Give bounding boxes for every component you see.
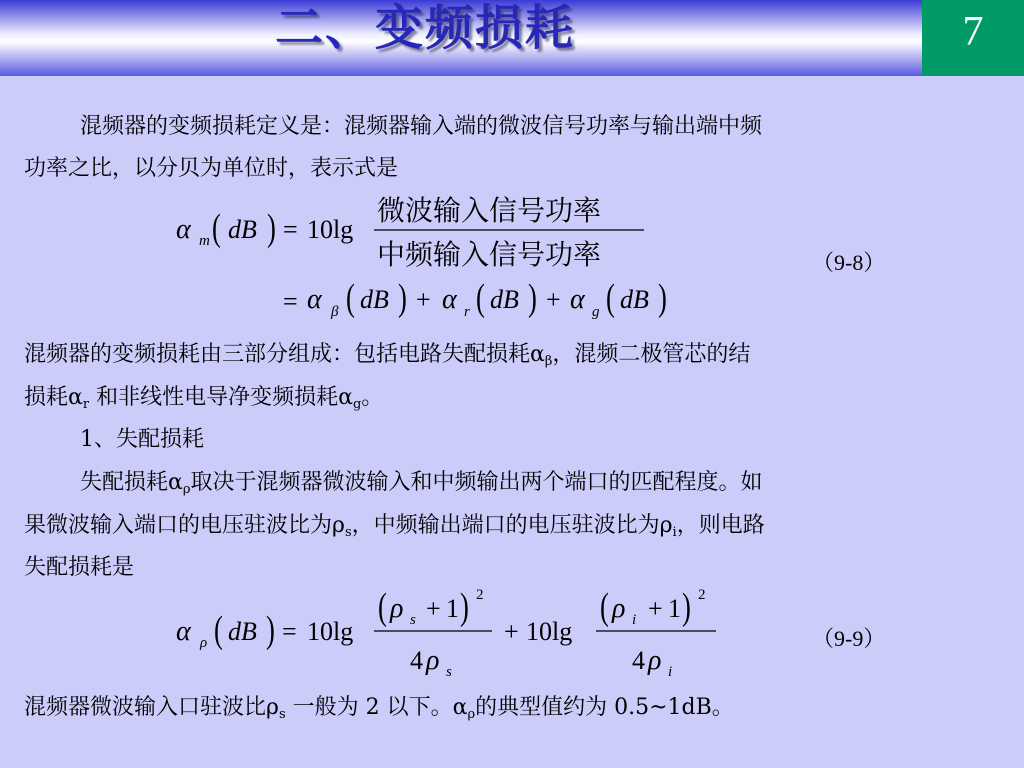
eq98-line2-equals: =	[283, 287, 298, 316]
eq99-equals: =	[282, 617, 297, 646]
svg-text:4: 4	[632, 646, 645, 675]
paragraph-2-line-2: 损耗$\alpha_r$ 和非线性电导净变频损耗$\alpha_g$。	[24, 385, 384, 412]
svg-text:s: s	[410, 612, 416, 628]
paragraph-4: 混频器微波输入口驻波比$\rho_s$ 一般为 2 以下。$\alpha_\rho$的典型值约为 0.5~1dB。	[24, 695, 734, 722]
svg-text:(: (	[214, 609, 223, 652]
eq98-plus-1: +	[416, 285, 431, 314]
svg-text:): )	[266, 609, 275, 652]
svg-text:): )	[528, 277, 537, 320]
eq99-plus: +	[504, 617, 519, 646]
svg-text:): )	[658, 277, 667, 320]
title-bar	[0, 0, 1024, 76]
equation-9-9-label: （9-9）	[812, 626, 886, 651]
svg-text:+: +	[648, 594, 663, 623]
eq98-alpha-g: α	[570, 284, 585, 315]
eq98-sub-m: m	[199, 233, 210, 249]
eq98-alpha: α	[176, 214, 191, 245]
section-heading: 1、失配损耗	[80, 427, 204, 452]
eq99-coefficient-2: 10lg	[526, 617, 573, 646]
eq98-alpha-r: α	[442, 284, 457, 315]
svg-text:(: (	[346, 277, 355, 320]
page-number-box	[922, 0, 1024, 76]
page-number: 7	[962, 9, 984, 55]
paragraph-3-line-2: 果微波输入端口的电压驻波比为$\rho_s$，中频输出端口的电压驻波比为$\rho_i$，则电路	[24, 513, 765, 540]
svg-text:(: (	[600, 586, 609, 629]
eq98-sub-g: g	[592, 304, 600, 320]
svg-text:1: 1	[446, 594, 459, 623]
svg-text:(: (	[606, 277, 615, 320]
svg-text:): )	[682, 586, 691, 629]
svg-text:): )	[398, 277, 407, 320]
eq99-alpha: α	[176, 616, 191, 647]
paragraph-1-line-1: 混频器的变频损耗定义是：混频器输入端的微波信号功率与输出端中频	[80, 114, 763, 139]
eq98-unit: dB	[228, 215, 257, 244]
svg-text:2: 2	[476, 587, 484, 603]
svg-text:(: (	[378, 586, 387, 629]
paragraph-2-line-1: 混频器的变频损耗由三部分组成：包括电路失配损耗$\alpha_\beta$，混频二极管芯的结	[24, 342, 751, 369]
equation-9-9	[170, 585, 730, 680]
eq98-rparen: )	[267, 207, 276, 250]
eq99-rho-s-num: ρ	[390, 593, 404, 624]
eq98-alpha-beta: α	[307, 284, 322, 315]
eq99-rho-i-num: ρ	[612, 593, 626, 624]
eq98-lparen: (	[212, 207, 221, 250]
eq98-denominator: 中频输入信号功率	[377, 240, 602, 271]
equation-9-8	[170, 190, 690, 320]
slide-title: 二、变频损耗	[275, 0, 576, 56]
paragraph-3-line-3: 失配损耗是	[24, 555, 135, 580]
svg-text:dB: dB	[620, 285, 649, 314]
eq98-sub-beta: β	[331, 304, 339, 320]
eq99-unit: dB	[228, 617, 257, 646]
eq98-plus-2: +	[546, 285, 561, 314]
svg-text:1: 1	[668, 594, 681, 623]
svg-text:ρ: ρ	[426, 645, 440, 676]
svg-text:s: s	[446, 664, 452, 680]
svg-text:2: 2	[698, 587, 706, 603]
svg-text:i: i	[668, 664, 673, 680]
equation-9-8-label: （9-8）	[812, 250, 886, 275]
eq98-coefficient: 10lg	[307, 215, 354, 244]
svg-text:+: +	[426, 594, 441, 623]
eq98-numerator: 微波输入信号功率	[377, 196, 602, 227]
eq99-coefficient-1: 10lg	[307, 617, 354, 646]
svg-text:ρ: ρ	[648, 645, 662, 676]
svg-text:i: i	[632, 612, 637, 628]
eq99-sub-rho: ρ	[200, 635, 208, 651]
svg-text:dB: dB	[490, 285, 519, 314]
paragraph-3-line-1: 失配损耗$\alpha_\rho$取决于混频器微波输入和中频输出两个端口的匹配程度。如	[80, 470, 763, 497]
eq98-equals: =	[283, 215, 298, 244]
svg-text:(: (	[476, 277, 485, 320]
svg-text:4: 4	[410, 646, 423, 675]
eq98-sub-r: r	[464, 304, 470, 320]
svg-text:): )	[460, 586, 469, 629]
paragraph-1-line-2: 功率之比，以分贝为单位时，表示式是	[24, 156, 399, 181]
svg-text:dB: dB	[360, 285, 389, 314]
